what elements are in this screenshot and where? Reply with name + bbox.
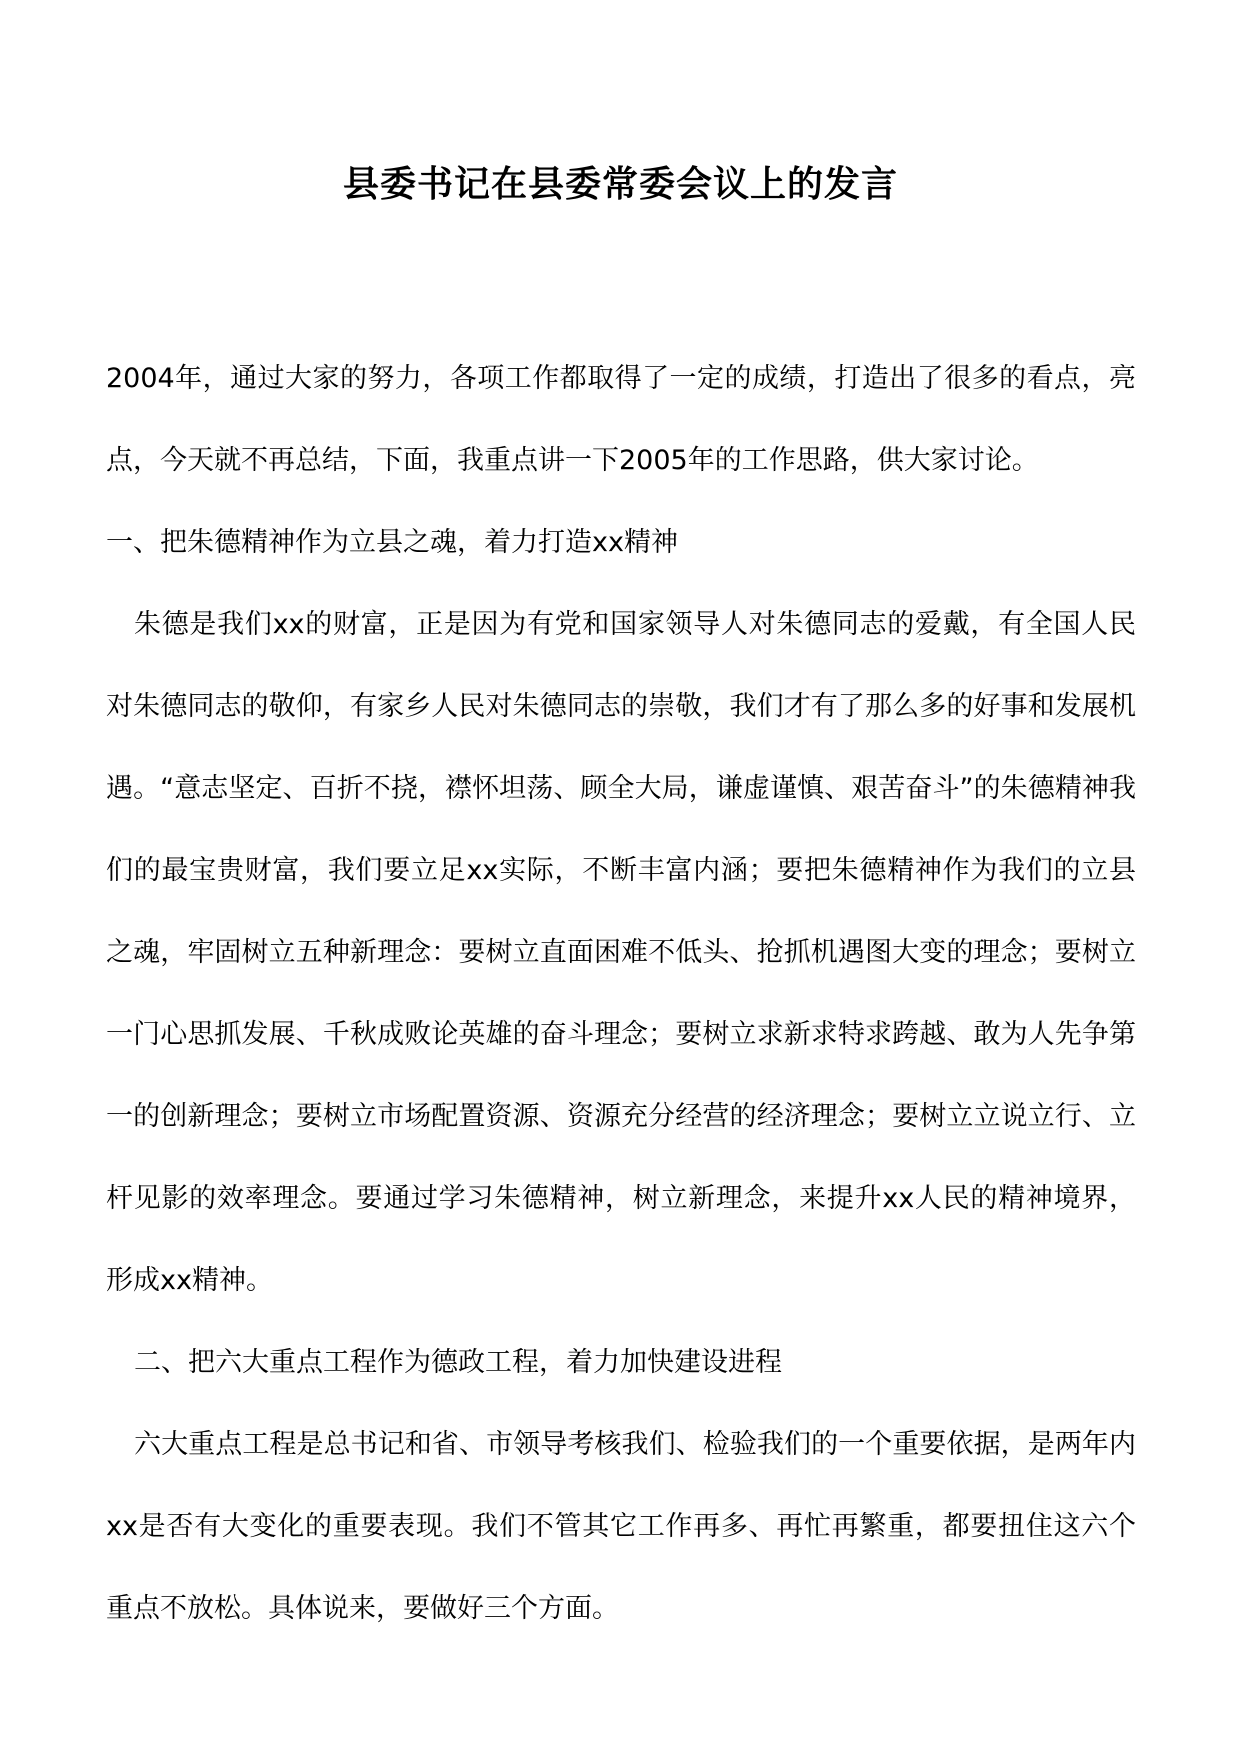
- paragraph-key-projects: 六大重点工程是总书记和省、市领导考核我们、检验我们的一个重要依据，是两年内xx是否有大变化的重要表现。我们不管其它工作再多、再忙再繁重，都要扭住这六个重点不放松。具体说来，要做好三个方面。: [106, 1429, 1136, 1624]
- section-heading-2: 二、把六大重点工程作为德政工程，着力加快建设进程: [134, 1347, 782, 1378]
- paragraph-zhude-spirit: 朱德是我们xx的财富，正是因为有党和国家领导人对朱德同志的爱戴，有全国人民对朱德同志的敬仰，有家乡人民对朱德同志的崇敬，我们才有了那么多的好事和发展机遇。“意志坚定、百折不挠，襟怀坦荡、顾全大局，谦虚谨慎、艰苦奋斗”的朱德精神我们的最宝贵财富，我们要立足xx实际，不断丰富内涵；要把朱德精神作为我们的立县之魂，牢固树立五种新理念：要树立直面困难不低头、抢抓机遇图大变的理念；要树立一门心思抓发展、千秋成败论英雄的奋斗理念；要树立求新求特求跨越、敢为人先争第一的创新理念；要树立市场配置资源、资源充分经营的经济理念；要树立立说立行、立杆见影的效率理念。要通过学习朱德精神，树立新理念，来提升xx人民的精神境界，形成xx精神。: [106, 609, 1136, 1296]
- document-title: 县委书记在县委常委会议上的发言: [342, 163, 898, 205]
- document-body: [106, 338, 1136, 1650]
- section-heading-1: 一、把朱德精神作为立县之魂，着力打造xx精神: [106, 527, 678, 558]
- paragraph-intro: 2004年，通过大家的努力，各项工作都取得了一定的成绩，打造出了很多的看点，亮点，今天就不再总结，下面，我重点讲一下2005年的工作思路，供大家讨论。: [106, 363, 1136, 476]
